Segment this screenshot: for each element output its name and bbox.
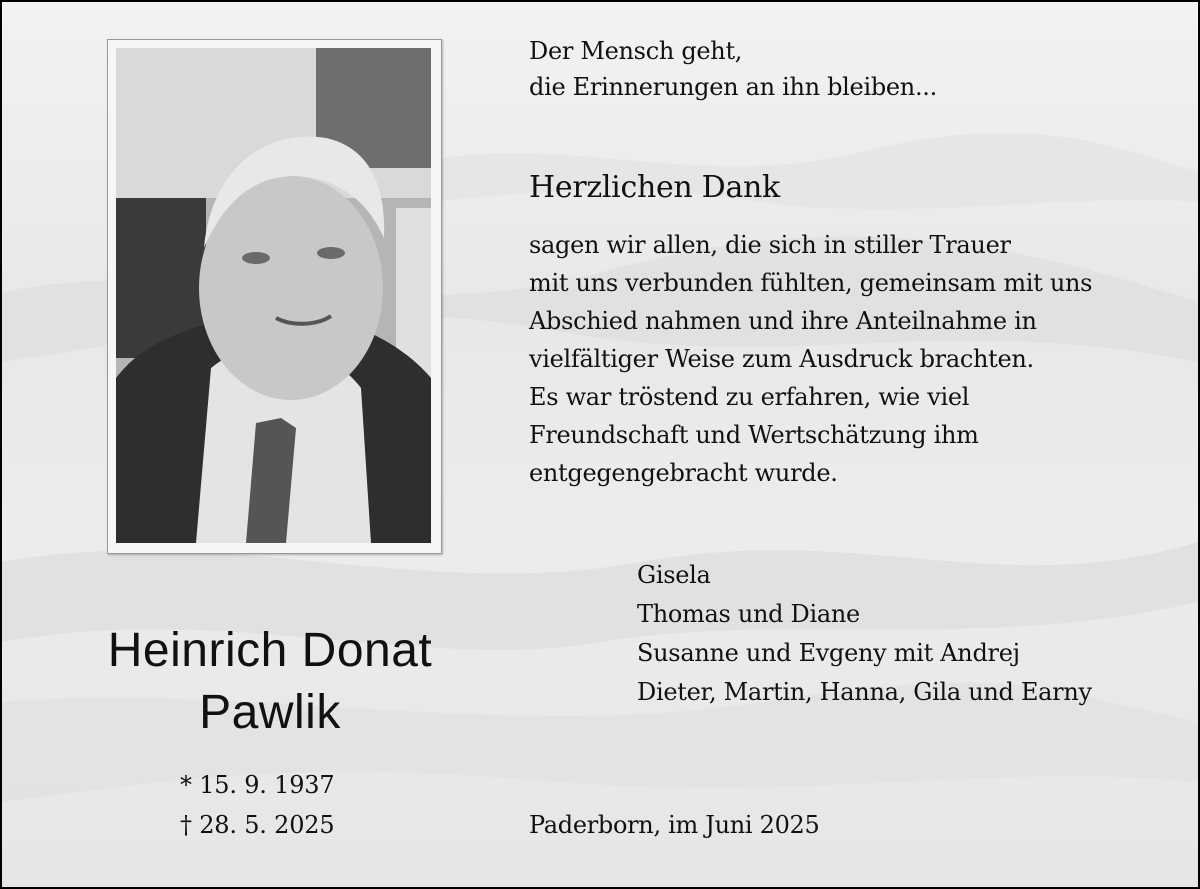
body-line: vielfältiger Weise zum Ausdruck brachten. <box>529 345 1034 373</box>
quote-line: die Erinnerungen an ihn bleiben... <box>529 73 937 101</box>
portrait-frame <box>107 39 442 554</box>
opening-quote <box>529 33 937 105</box>
quote-line: Der Mensch geht, <box>529 37 743 65</box>
name-first-line: Heinrich Donat <box>107 624 433 677</box>
signer-line: Susanne und Evgeny mit Andrej <box>637 639 1020 667</box>
body-line: mit uns verbunden fühlten, gemeinsam mit uns <box>529 269 1093 297</box>
portrait-photo <box>116 48 431 543</box>
signer-line: Thomas und Diane <box>637 600 860 628</box>
life-dates <box>180 765 334 845</box>
signer-line: Gisela <box>637 561 711 589</box>
place-and-date: Paderborn, im Juni 2025 <box>529 811 820 839</box>
body-line: sagen wir allen, die sich in stiller Trauer <box>529 231 1011 259</box>
body-line: entgegengebracht wurde. <box>529 459 838 487</box>
body-line: Es war tröstend zu erfahren, wie viel <box>529 383 970 411</box>
signer-line: Dieter, Martin, Hanna, Gila und Earny <box>637 678 1092 706</box>
name-last-line: Pawlik <box>199 686 341 739</box>
deceased-name <box>52 620 488 744</box>
thanks-heading: Herzlichen Dank <box>529 170 780 205</box>
death-date: † 28. 5. 2025 <box>180 811 335 839</box>
body-line: Freundschaft und Wertschätzung ihm <box>529 421 979 449</box>
thanks-body <box>529 226 1092 492</box>
birth-date: * 15. 9. 1937 <box>180 771 335 799</box>
body-line: Abschied nahmen und ihre Anteilnahme in <box>529 307 1037 335</box>
family-signers <box>637 556 1092 712</box>
